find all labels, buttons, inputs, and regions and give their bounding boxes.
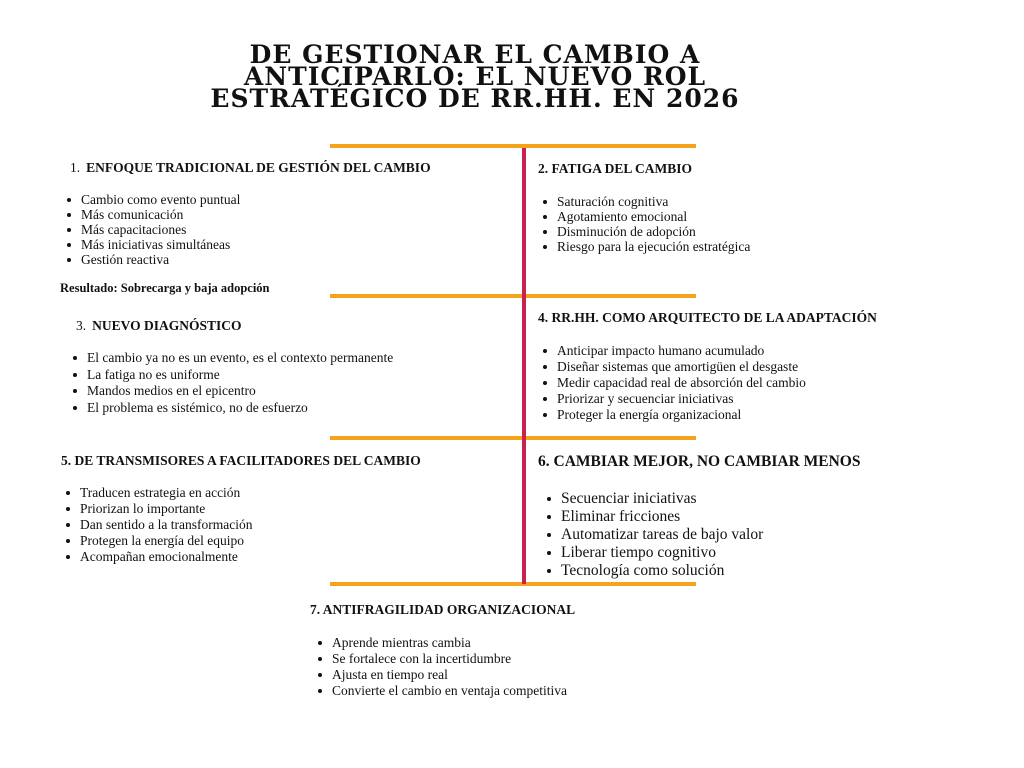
section-facilitators (61, 453, 421, 565)
list-item: Tecnología como solución (542, 562, 860, 580)
list-item: Automatizar tareas de bajo valor (542, 526, 860, 544)
section-title-text: ENFOQUE TRADICIONAL DE GESTIÓN DEL CAMBIO (86, 160, 431, 175)
title-line-2: ANTICIPARLO: EL NUEVO ROL (243, 62, 707, 91)
list-item: Convierte el cambio en ventaja competitiva (313, 683, 575, 699)
list-item: Protegen la energía del equipo (61, 533, 421, 549)
section-number: 3. (76, 318, 87, 333)
list-item: Eliminar fricciones (542, 508, 860, 526)
section-change-better (538, 453, 860, 580)
list-item: Ajusta en tiempo real (313, 667, 575, 683)
list-item: Mandos medios en el epicentro (68, 383, 393, 400)
result-text: Resultado: Sobrecarga y baja adopción (60, 281, 270, 295)
list-item: Medir capacidad real de absorción del cambio (538, 375, 877, 391)
bullet-list (68, 350, 393, 416)
section-title: 2. FATIGA DEL CAMBIO (538, 161, 693, 176)
section-title: 6. CAMBIAR MEJOR, NO CAMBIAR MENOS (538, 453, 861, 470)
list-item: Saturación cognitiva (538, 194, 750, 209)
section-title: 5. DE TRANSMISORES A FACILITADORES DEL CAMBIO (61, 453, 421, 468)
list-item: Riesgo para la ejecución estratégica (538, 239, 750, 254)
page-title (200, 40, 750, 113)
list-item: Proteger la energía organizacional (538, 407, 877, 423)
section-hr-architect (538, 310, 877, 423)
list-item: Se fortalece con la incertidumbre (313, 651, 575, 667)
bullet-list (542, 490, 860, 580)
list-item: Más capacitaciones (62, 222, 431, 237)
bullet-list (61, 485, 421, 565)
section-title-text: NUEVO DIAGNÓSTICO (92, 318, 242, 333)
list-item: Liberar tiempo cognitivo (542, 544, 860, 562)
list-item: Aprende mientras cambia (313, 635, 575, 651)
list-item: Agotamiento emocional (538, 209, 750, 224)
list-item: El cambio ya no es un evento, es el contexto permanente (68, 350, 393, 367)
section-traditional-approach (62, 160, 431, 296)
list-item: Cambio como evento puntual (62, 192, 431, 207)
divider-row-2 (330, 436, 696, 440)
section-antifragility (310, 602, 575, 699)
title-line-3: ESTRATÉGICO DE RR.HH. EN 2026 (210, 84, 740, 113)
section-number: 1. (70, 160, 81, 175)
list-item: El problema es sistémico, no de esfuerzo (68, 400, 393, 417)
section-title (76, 318, 393, 334)
list-item: La fatiga no es uniforme (68, 367, 393, 384)
section-title: 4. RR.HH. COMO ARQUITECTO DE LA ADAPTACIÓN (538, 310, 877, 325)
list-item: Traducen estrategia en acción (61, 485, 421, 501)
list-item: Anticipar impacto humano acumulado (538, 343, 877, 359)
list-item: Secuenciar iniciativas (542, 490, 860, 508)
bullet-list (62, 192, 431, 267)
divider-top (330, 144, 696, 148)
title-line-1: DE GESTIONAR EL CAMBIO A (249, 40, 701, 69)
list-item: Más iniciativas simultáneas (62, 237, 431, 252)
list-item: Gestión reactiva (62, 252, 431, 267)
bullet-list (538, 194, 750, 254)
divider-bottom (330, 582, 696, 586)
list-item: Dan sentido a la transformación (61, 517, 421, 533)
list-item: Más comunicación (62, 207, 431, 222)
bullet-list (538, 343, 877, 423)
section-new-diagnosis (68, 318, 393, 416)
section-title: 7. ANTIFRAGILIDAD ORGANIZACIONAL (310, 602, 576, 617)
section-title (70, 160, 431, 176)
list-item: Priorizan lo importante (61, 501, 421, 517)
list-item: Acompañan emocionalmente (61, 549, 421, 565)
section-change-fatigue (538, 161, 750, 254)
list-item: Disminución de adopción (538, 224, 750, 239)
list-item: Diseñar sistemas que amortigüen el desgaste (538, 359, 877, 375)
center-divider (522, 148, 526, 584)
bullet-list (313, 635, 575, 699)
list-item: Priorizar y secuenciar iniciativas (538, 391, 877, 407)
